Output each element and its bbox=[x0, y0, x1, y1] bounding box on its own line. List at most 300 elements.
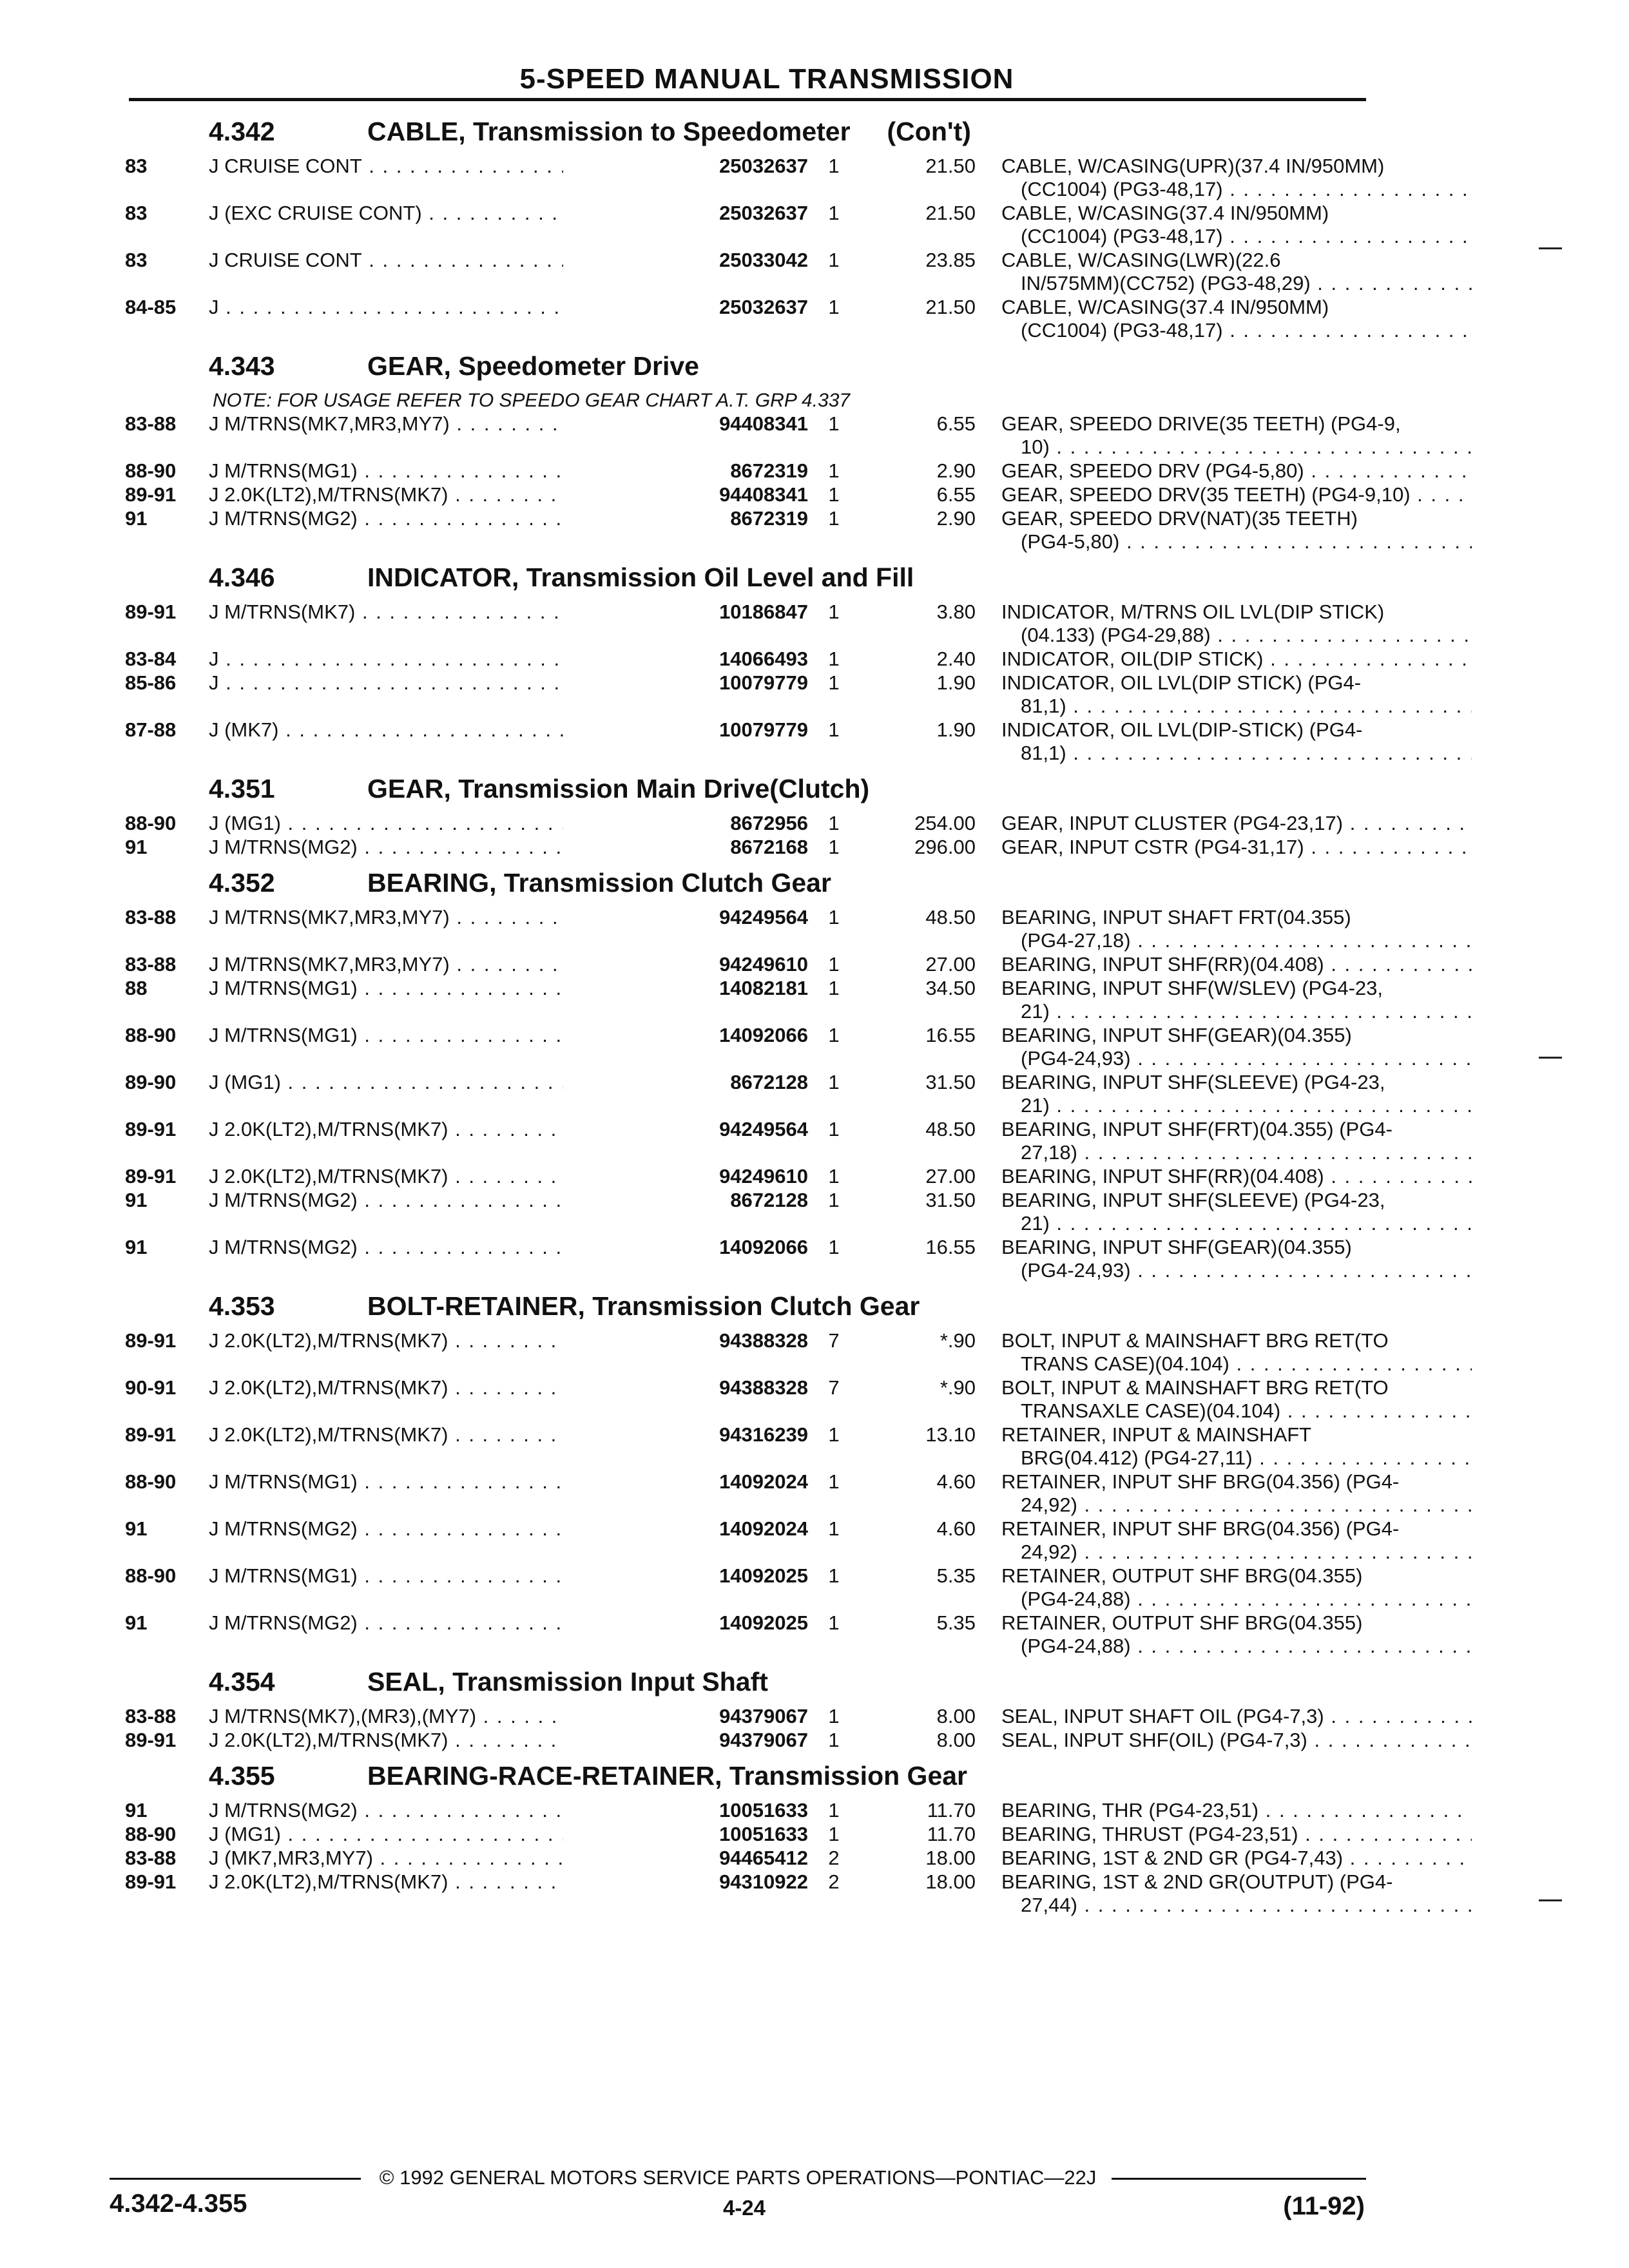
description bbox=[1001, 507, 1472, 553]
part-row bbox=[125, 483, 1411, 507]
description bbox=[1001, 155, 1472, 201]
description-line-1: RETAINER, OUTPUT SHF BRG(04.355) bbox=[1001, 1611, 1363, 1634]
application: J CRUISE CONT . . . bbox=[209, 249, 673, 272]
section-title: GEAR, Speedometer Drive bbox=[367, 351, 699, 381]
part-number: 8672128 bbox=[563, 1071, 808, 1094]
application: J 2.0K(LT2),M/TRNS(MK7) . . . bbox=[209, 1118, 673, 1141]
application: J M/TRNS(MK7,MR3,MY7) . . . bbox=[209, 412, 673, 436]
section-heading bbox=[125, 765, 1369, 812]
application: J 2.0K(LT2),M/TRNS(MK7) . . . bbox=[209, 1729, 673, 1752]
application: J (MG1) . . . bbox=[209, 1071, 673, 1094]
part-number: 14092025 bbox=[563, 1564, 808, 1588]
price: 5.35 bbox=[936, 1564, 976, 1587]
part-number: 10079779 bbox=[563, 671, 808, 695]
quantity: 1 bbox=[828, 1823, 840, 1845]
model-years: 85-86 bbox=[125, 671, 177, 694]
part-number: 8672319 bbox=[563, 507, 808, 530]
description-line-2: (CC1004) (PG3-48,17) . . . bbox=[1001, 319, 1472, 342]
application: J M/TRNS(MG1) . . . bbox=[209, 1024, 673, 1047]
quantity: 1 bbox=[828, 459, 840, 482]
part-row bbox=[125, 1847, 1369, 1870]
footer-page-number: 4-24 bbox=[722, 2196, 766, 2220]
application: J M/TRNS(MG2) . . . bbox=[209, 836, 673, 859]
section-number: 4.342 bbox=[209, 117, 275, 146]
price: 21.50 bbox=[925, 155, 976, 177]
part-row bbox=[125, 1189, 1385, 1236]
section-4-353 bbox=[125, 1283, 1400, 1658]
price: 254.00 bbox=[914, 812, 976, 834]
description bbox=[1001, 412, 1472, 459]
application: J (EXC CRUISE CONT) . . . bbox=[209, 202, 673, 225]
model-years: 88-90 bbox=[125, 1823, 177, 1845]
application: J . . . bbox=[209, 671, 673, 695]
section-number: 4.355 bbox=[209, 1761, 275, 1791]
price: 27.00 bbox=[925, 1165, 976, 1187]
description-line-2: 81,1) . . . bbox=[1001, 695, 1472, 718]
description bbox=[1001, 1564, 1472, 1611]
description-line-1: GEAR, INPUT CSTR (PG4-31,17) . . . bbox=[1001, 836, 1472, 859]
price: 8.00 bbox=[936, 1729, 976, 1751]
description-line-2: 21) . . . bbox=[1001, 1212, 1472, 1235]
description-line-1: BEARING, INPUT SHF(GEAR)(04.355) bbox=[1001, 1236, 1352, 1258]
price: 2.90 bbox=[936, 507, 976, 530]
price: 11.70 bbox=[927, 1823, 976, 1845]
description-line-1: BEARING, THR (PG4-23,51) . . . bbox=[1001, 1799, 1472, 1822]
part-number: 14092066 bbox=[563, 1024, 808, 1047]
margin-mark bbox=[1539, 1057, 1562, 1059]
description-line-1: RETAINER, INPUT & MAINSHAFT bbox=[1001, 1423, 1312, 1446]
application: J (MG1) . . . bbox=[209, 812, 673, 835]
part-row bbox=[125, 812, 1369, 836]
application: J M/TRNS(MG1) . . . bbox=[209, 1470, 673, 1494]
model-years: 91 bbox=[125, 1611, 148, 1634]
part-number: 14082181 bbox=[563, 977, 808, 1000]
section-title: BEARING, Transmission Clutch Gear bbox=[367, 868, 831, 898]
part-row bbox=[125, 1376, 1389, 1423]
application: J M/TRNS(MK7) . . . bbox=[209, 601, 673, 624]
description-line-1: INDICATOR, OIL(DIP STICK) . . . bbox=[1001, 648, 1472, 671]
model-years: 91 bbox=[125, 836, 148, 858]
description-line-1: BEARING, INPUT SHF(RR)(04.408) . . . bbox=[1001, 953, 1472, 976]
description bbox=[1001, 671, 1472, 718]
part-row bbox=[125, 648, 1369, 671]
section-4-343 bbox=[125, 343, 1411, 554]
description-line-2: (PG4-27,18) . . . bbox=[1001, 929, 1472, 952]
price: 18.00 bbox=[925, 1847, 976, 1869]
model-years: 91 bbox=[125, 507, 148, 530]
price: 34.50 bbox=[925, 977, 976, 999]
part-row bbox=[125, 1071, 1385, 1118]
description-line-1: BEARING, INPUT SHF(SLEEVE) (PG4-23, bbox=[1001, 1189, 1385, 1211]
price: 1.90 bbox=[936, 671, 976, 694]
application: J M/TRNS(MG1) . . . bbox=[209, 1564, 673, 1588]
part-row bbox=[125, 906, 1369, 953]
model-years: 91 bbox=[125, 1189, 148, 1211]
section-4-355 bbox=[125, 1753, 1393, 1917]
model-years: 88-90 bbox=[125, 812, 177, 834]
section-number: 4.354 bbox=[209, 1667, 275, 1696]
part-row bbox=[125, 1564, 1369, 1611]
description-line-2: 21) . . . bbox=[1001, 1000, 1472, 1023]
part-row bbox=[125, 459, 1369, 483]
quantity: 1 bbox=[828, 1071, 840, 1093]
model-years: 91 bbox=[125, 1799, 148, 1821]
section-4-351 bbox=[125, 765, 1369, 860]
quantity: 1 bbox=[828, 1118, 840, 1140]
price: 16.55 bbox=[925, 1236, 976, 1258]
model-years: 87-88 bbox=[125, 718, 177, 741]
part-number: 94316239 bbox=[563, 1423, 808, 1446]
part-number: 94465412 bbox=[563, 1847, 808, 1870]
price: 27.00 bbox=[925, 953, 976, 975]
description bbox=[1001, 1823, 1472, 1846]
quantity: 2 bbox=[828, 1870, 840, 1893]
description bbox=[1001, 648, 1472, 671]
application: J 2.0K(LT2),M/TRNS(MK7) . . . bbox=[209, 1329, 673, 1352]
description-line-1: GEAR, SPEEDO DRV(NAT)(35 TEETH) bbox=[1001, 507, 1358, 530]
section-number: 4.353 bbox=[209, 1291, 275, 1321]
part-row bbox=[125, 155, 1385, 202]
application: J 2.0K(LT2),M/TRNS(MK7) . . . bbox=[209, 1165, 673, 1188]
model-years: 88-90 bbox=[125, 459, 177, 482]
quantity: 2 bbox=[828, 1847, 840, 1869]
description bbox=[1001, 1729, 1472, 1752]
quantity: 1 bbox=[828, 1611, 840, 1634]
model-years: 83-88 bbox=[125, 1847, 177, 1869]
model-years: 89-91 bbox=[125, 1423, 177, 1446]
model-years: 89-91 bbox=[125, 601, 177, 623]
description-line-1: CABLE, W/CASING(UPR)(37.4 IN/950MM) bbox=[1001, 155, 1385, 177]
description bbox=[1001, 812, 1472, 835]
description-line-1: INDICATOR, OIL LVL(DIP-STICK) (PG4- bbox=[1001, 718, 1363, 741]
section-heading bbox=[125, 343, 1369, 389]
part-number: 8672168 bbox=[563, 836, 808, 859]
price: 1.90 bbox=[936, 718, 976, 741]
part-row bbox=[125, 1470, 1400, 1517]
price: 11.70 bbox=[927, 1799, 976, 1821]
section-heading bbox=[125, 1753, 1369, 1799]
description bbox=[1001, 977, 1472, 1023]
part-row bbox=[125, 1236, 1369, 1283]
description-line-2: (PG4-24,93) . . . bbox=[1001, 1259, 1472, 1282]
part-row bbox=[125, 507, 1369, 554]
description-line-1: BOLT, INPUT & MAINSHAFT BRG RET(TO bbox=[1001, 1329, 1389, 1352]
part-row bbox=[125, 1705, 1369, 1729]
price: 8.00 bbox=[936, 1705, 976, 1727]
application: J M/TRNS(MG2) . . . bbox=[209, 507, 673, 530]
price: *.90 bbox=[940, 1376, 976, 1399]
application: J M/TRNS(MG2) . . . bbox=[209, 1611, 673, 1635]
model-years: 88-90 bbox=[125, 1564, 177, 1587]
description bbox=[1001, 1329, 1472, 1376]
description-line-2: (CC1004) (PG3-48,17) . . . bbox=[1001, 178, 1472, 201]
description bbox=[1001, 1870, 1472, 1917]
part-row bbox=[125, 1823, 1369, 1847]
description bbox=[1001, 1847, 1472, 1870]
model-years: 88-90 bbox=[125, 1024, 177, 1046]
section-note: NOTE: FOR USAGE REFER TO SPEEDO GEAR CHART A.T. GRP 4.337 bbox=[213, 390, 851, 411]
description-line-1: RETAINER, INPUT SHF BRG(04.356) (PG4- bbox=[1001, 1470, 1400, 1493]
description bbox=[1001, 1165, 1472, 1188]
description-line-2: 21) . . . bbox=[1001, 1094, 1472, 1117]
model-years: 83-88 bbox=[125, 1705, 177, 1727]
part-number: 25033042 bbox=[563, 249, 808, 272]
description-line-1: GEAR, SPEEDO DRV (PG4-5,80) . . . bbox=[1001, 459, 1472, 483]
model-years: 91 bbox=[125, 1236, 148, 1258]
section-number: 4.346 bbox=[209, 562, 275, 592]
application: J M/TRNS(MG2) . . . bbox=[209, 1189, 673, 1212]
description-line-1: BEARING, INPUT SHAFT FRT(04.355) bbox=[1001, 906, 1351, 928]
quantity: 1 bbox=[828, 1705, 840, 1727]
page-title: 5-SPEED MANUAL TRANSMISSION bbox=[519, 63, 1014, 95]
quantity: 1 bbox=[828, 296, 840, 318]
description bbox=[1001, 836, 1472, 859]
section-number: 4.352 bbox=[209, 868, 275, 898]
price: 48.50 bbox=[925, 906, 976, 928]
description-line-2: 10) . . . bbox=[1001, 436, 1472, 459]
description-line-2: 81,1) . . . bbox=[1001, 742, 1472, 765]
price: 21.50 bbox=[925, 296, 976, 318]
description-line-2: BRG(04.412) (PG4-27,11) . . . bbox=[1001, 1446, 1472, 1470]
footer-copyright: © 1992 GENERAL MOTORS SERVICE PARTS OPERATIONS—PONTIAC—22J bbox=[379, 2166, 1097, 2189]
quantity: 1 bbox=[828, 1799, 840, 1821]
part-number: 94379067 bbox=[563, 1705, 808, 1728]
part-row bbox=[125, 1611, 1369, 1658]
application: J M/TRNS(MG1) . . . bbox=[209, 977, 673, 1000]
section-title: BEARING-RACE-RETAINER, Transmission Gear bbox=[367, 1761, 968, 1791]
part-number: 94249610 bbox=[563, 953, 808, 976]
application: J M/TRNS(MK7),(MR3),(MY7) . . . bbox=[209, 1705, 673, 1728]
application: J (MG1) . . . bbox=[209, 1823, 673, 1846]
description-line-1: GEAR, SPEEDO DRV(35 TEETH) (PG4-9,10) . . . bbox=[1001, 483, 1472, 506]
description-line-1: INDICATOR, M/TRNS OIL LVL(DIP STICK) bbox=[1001, 601, 1385, 623]
description-line-1: BEARING, INPUT SHF(W/SLEV) (PG4-23, bbox=[1001, 977, 1383, 999]
description bbox=[1001, 906, 1472, 952]
application: J M/TRNS(MG2) . . . bbox=[209, 1517, 673, 1541]
part-row bbox=[125, 1024, 1369, 1071]
model-years: 84-85 bbox=[125, 296, 177, 318]
model-years: 83-88 bbox=[125, 953, 177, 975]
application: J . . . bbox=[209, 296, 673, 319]
section-heading bbox=[125, 108, 1369, 155]
description-line-2: 27,44) . . . bbox=[1001, 1894, 1472, 1917]
quantity: 1 bbox=[828, 412, 840, 435]
part-row bbox=[125, 1329, 1389, 1376]
part-row bbox=[125, 1423, 1369, 1470]
model-years: 83 bbox=[125, 155, 148, 177]
quantity: 1 bbox=[828, 507, 840, 530]
description bbox=[1001, 202, 1472, 248]
part-number: 10186847 bbox=[563, 601, 808, 624]
quantity: 1 bbox=[828, 1165, 840, 1187]
description-line-1: INDICATOR, OIL LVL(DIP STICK) (PG4- bbox=[1001, 671, 1362, 694]
part-number: 14092024 bbox=[563, 1470, 808, 1494]
model-years: 89-91 bbox=[125, 1870, 177, 1893]
price: 3.80 bbox=[936, 601, 976, 623]
part-number: 25032637 bbox=[563, 202, 808, 225]
price: *.90 bbox=[940, 1329, 976, 1352]
model-years: 88-90 bbox=[125, 1470, 177, 1493]
description-line-2: (PG4-24,93) . . . bbox=[1001, 1047, 1472, 1070]
part-row bbox=[125, 249, 1369, 296]
description-line-2: 24,92) . . . bbox=[1001, 1494, 1472, 1517]
quantity: 7 bbox=[828, 1329, 840, 1352]
price: 2.90 bbox=[936, 459, 976, 482]
model-years: 89-90 bbox=[125, 1071, 177, 1093]
quantity: 1 bbox=[828, 977, 840, 999]
margin-mark bbox=[1539, 247, 1562, 249]
part-number: 94408341 bbox=[563, 483, 808, 506]
price: 6.55 bbox=[936, 412, 976, 435]
part-row bbox=[125, 296, 1369, 343]
description-line-1: BEARING, INPUT SHF(FRT)(04.355) (PG4- bbox=[1001, 1118, 1393, 1140]
section-4-354 bbox=[125, 1658, 1369, 1753]
parts-listing bbox=[125, 108, 1411, 1917]
description bbox=[1001, 1024, 1472, 1070]
price: 48.50 bbox=[925, 1118, 976, 1140]
description-line-2: (PG4-24,88) . . . bbox=[1001, 1588, 1472, 1611]
quantity: 1 bbox=[828, 202, 840, 224]
description bbox=[1001, 601, 1472, 647]
quantity: 1 bbox=[828, 1189, 840, 1211]
description-line-1: GEAR, INPUT CLUSTER (PG4-23,17) . . . bbox=[1001, 812, 1472, 835]
quantity: 1 bbox=[828, 836, 840, 858]
price: 5.35 bbox=[936, 1611, 976, 1634]
part-row bbox=[125, 1870, 1393, 1917]
description-line-2: 27,18) . . . bbox=[1001, 1141, 1472, 1164]
description bbox=[1001, 1236, 1472, 1282]
quantity: 1 bbox=[828, 718, 840, 741]
quantity: 1 bbox=[828, 1423, 840, 1446]
part-number: 94388328 bbox=[563, 1376, 808, 1399]
part-number: 25032637 bbox=[563, 155, 808, 178]
description bbox=[1001, 1611, 1472, 1658]
part-number: 10079779 bbox=[563, 718, 808, 742]
application: J M/TRNS(MG2) . . . bbox=[209, 1236, 673, 1259]
footer-date: (11-92) bbox=[1283, 2192, 1365, 2220]
description bbox=[1001, 1517, 1472, 1564]
model-years: 91 bbox=[125, 1517, 148, 1540]
price: 2.40 bbox=[936, 648, 976, 670]
part-number: 94249564 bbox=[563, 906, 808, 929]
part-row bbox=[125, 202, 1369, 249]
part-number: 10051633 bbox=[563, 1799, 808, 1822]
section-4-342 bbox=[125, 108, 1385, 343]
part-row bbox=[125, 1517, 1400, 1564]
quantity: 1 bbox=[828, 1564, 840, 1587]
section-heading bbox=[125, 1283, 1369, 1329]
quantity: 1 bbox=[828, 1517, 840, 1540]
price: 18.00 bbox=[925, 1870, 976, 1893]
description bbox=[1001, 1423, 1472, 1470]
description-line-2: TRANSAXLE CASE)(04.104) . . . bbox=[1001, 1399, 1472, 1423]
section-title: BOLT-RETAINER, Transmission Clutch Gear bbox=[367, 1291, 920, 1321]
model-years: 89-91 bbox=[125, 1329, 177, 1352]
application: J 2.0K(LT2),M/TRNS(MK7) . . . bbox=[209, 1423, 673, 1446]
model-years: 83-84 bbox=[125, 648, 177, 670]
description bbox=[1001, 1118, 1472, 1164]
application: J CRUISE CONT . . . bbox=[209, 155, 673, 178]
model-years: 90-91 bbox=[125, 1376, 177, 1399]
application: J 2.0K(LT2),M/TRNS(MK7) . . . bbox=[209, 483, 673, 506]
part-row bbox=[125, 1799, 1369, 1823]
application: J (MK7) . . . bbox=[209, 718, 673, 742]
quantity: 1 bbox=[828, 1729, 840, 1751]
section-title: INDICATOR, Transmission Oil Level and Fill bbox=[367, 562, 914, 592]
part-number: 14066493 bbox=[563, 648, 808, 671]
quantity: 1 bbox=[828, 483, 840, 506]
part-number: 14092024 bbox=[563, 1517, 808, 1541]
quantity: 1 bbox=[828, 671, 840, 694]
description-line-2: (04.133) (PG4-29,88) . . . bbox=[1001, 624, 1472, 647]
description bbox=[1001, 1705, 1472, 1728]
part-number: 94249564 bbox=[563, 1118, 808, 1141]
quantity: 1 bbox=[828, 648, 840, 670]
part-row bbox=[125, 718, 1369, 765]
application: J M/TRNS(MG2) . . . bbox=[209, 1799, 673, 1822]
header-rule bbox=[129, 98, 1366, 101]
quantity: 1 bbox=[828, 812, 840, 834]
description-line-1: RETAINER, OUTPUT SHF BRG(04.355) bbox=[1001, 1564, 1363, 1587]
description-line-1: CABLE, W/CASING(37.4 IN/950MM) bbox=[1001, 296, 1329, 318]
description bbox=[1001, 296, 1472, 342]
part-row bbox=[125, 671, 1369, 718]
section-heading bbox=[125, 860, 1369, 906]
application: J 2.0K(LT2),M/TRNS(MK7) . . . bbox=[209, 1870, 673, 1894]
price: 23.85 bbox=[925, 249, 976, 271]
price: 296.00 bbox=[914, 836, 976, 858]
section-title: CABLE, Transmission to Speedometer (Con't) bbox=[367, 117, 971, 146]
footer-group-range: 4.342-4.355 bbox=[110, 2189, 247, 2218]
quantity: 1 bbox=[828, 1024, 840, 1046]
description-line-1: BEARING, INPUT SHF(RR)(04.408) . . . bbox=[1001, 1165, 1472, 1188]
price: 4.60 bbox=[936, 1517, 976, 1540]
section-heading bbox=[125, 1658, 1369, 1705]
description bbox=[1001, 1189, 1472, 1235]
quantity: 1 bbox=[828, 1236, 840, 1258]
part-number: 94388328 bbox=[563, 1329, 808, 1352]
description-line-1: BOLT, INPUT & MAINSHAFT BRG RET(TO bbox=[1001, 1376, 1389, 1399]
price: 21.50 bbox=[925, 202, 976, 224]
application: J (MK7,MR3,MY7) . . . bbox=[209, 1847, 673, 1870]
application: J M/TRNS(MK7,MR3,MY7) . . . bbox=[209, 953, 673, 976]
description-line-2: (PG4-5,80) . . . bbox=[1001, 530, 1472, 553]
price: 13.10 bbox=[925, 1423, 976, 1446]
part-number: 8672128 bbox=[563, 1189, 808, 1212]
part-number: 94408341 bbox=[563, 412, 808, 436]
section-number: 4.351 bbox=[209, 774, 275, 803]
part-number: 8672956 bbox=[563, 812, 808, 835]
part-number: 14092025 bbox=[563, 1611, 808, 1635]
description bbox=[1001, 1799, 1472, 1822]
description-line-2: TRANS CASE)(04.104) . . . bbox=[1001, 1352, 1472, 1376]
description-line-1: CABLE, W/CASING(37.4 IN/950MM) bbox=[1001, 202, 1329, 224]
quantity: 1 bbox=[828, 601, 840, 623]
model-years: 83 bbox=[125, 249, 148, 271]
quantity: 1 bbox=[828, 1470, 840, 1493]
description bbox=[1001, 1376, 1472, 1423]
section-title: GEAR, Transmission Main Drive(Clutch) bbox=[367, 774, 870, 803]
part-row bbox=[125, 1729, 1369, 1753]
description-line-2: IN/575MM)(CC752) (PG3-48,29) . . . bbox=[1001, 272, 1472, 295]
description-line-1: GEAR, SPEEDO DRIVE(35 TEETH) (PG4-9, bbox=[1001, 412, 1401, 435]
description-line-2: (PG4-24,88) . . . bbox=[1001, 1635, 1472, 1658]
part-number: 94249610 bbox=[563, 1165, 808, 1188]
model-years: 89-91 bbox=[125, 483, 177, 506]
part-number: 94310922 bbox=[563, 1870, 808, 1894]
application: J . . . bbox=[209, 648, 673, 671]
description-line-1: BEARING, 1ST & 2ND GR(OUTPUT) (PG4- bbox=[1001, 1870, 1393, 1893]
